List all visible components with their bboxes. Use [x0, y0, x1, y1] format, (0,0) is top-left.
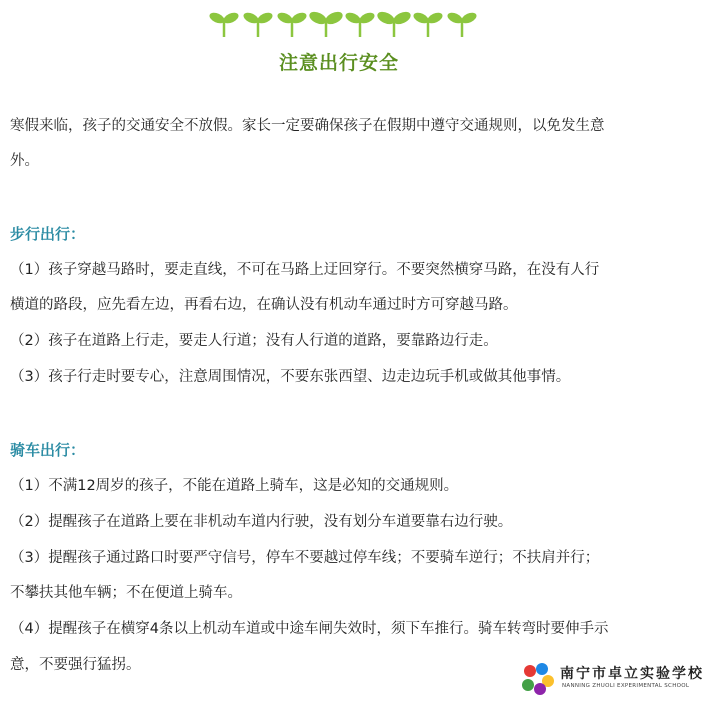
walking-line-3: （2）孩子在道路上行走，要走人行道；没有人行道的道路，要靠路边行走。 [10, 333, 498, 349]
walking-heading: 步行出行： [10, 225, 86, 243]
sprout-icon [276, 11, 308, 37]
sprout-icon [307, 9, 344, 37]
school-emblem-icon [518, 661, 558, 699]
sprout-icon [344, 11, 376, 37]
cycling-line-1: （1）不满12周岁的孩子，不能在道路上骑车，这是必知的交通规则。 [10, 478, 459, 494]
walking-line-4: （3）孩子行走时要专心，注意周围情况，不要东张西望、边走边玩手机或做其他事情。 [10, 369, 571, 385]
walking-line-1: （1）孩子穿越马路时，要走直线，不可在马路上迂回穿行。不要突然横穿马路，在没有人行 [10, 262, 600, 278]
school-name: 南宁市卓立实验学校 [560, 666, 704, 682]
sprout-icon [412, 11, 444, 37]
school-logo [518, 661, 704, 701]
sprout-icon [375, 9, 412, 37]
cycling-line-2: （2）提醒孩子在道路上要在非机动车道内行驶，没有划分车道要靠右边行驶。 [10, 514, 513, 530]
intro-line-1: 寒假来临，孩子的交通安全不放假。家长一定要确保孩子在假期中遵守交通规则，以免发生意 [10, 118, 605, 134]
school-name-en: NANNING ZHUOLI EXPERIMENTAL SCHOOL [562, 683, 690, 689]
walking-line-2: 横道的路段，应先看左边，再看右边，在确认没有机动车通过时方可穿越马路。 [10, 297, 518, 313]
sprout-icon [242, 11, 274, 37]
sprout-icon [446, 11, 478, 37]
page-title: 注意出行安全 [278, 52, 399, 74]
sprout-icon [208, 11, 240, 37]
cycling-line-3: （3）提醒孩子通过路口时要严守信号，停车不要越过停车线；不要骑车逆行；不扶肩并行； [10, 550, 600, 566]
cycling-line-5: （4）提醒孩子在横穿4条以上机动车道或中途车闸失效时，须下车推行。骑车转弯时要伸手示 [10, 621, 609, 637]
intro-line-2: 外。 [10, 153, 39, 169]
sprout-banner [0, 6, 678, 40]
cycling-heading: 骑车出行： [10, 441, 86, 459]
cycling-line-4: 不攀扶其他车辆；不在便道上骑车。 [10, 585, 242, 601]
cycling-line-6: 意，不要强行猛拐。 [10, 657, 141, 673]
